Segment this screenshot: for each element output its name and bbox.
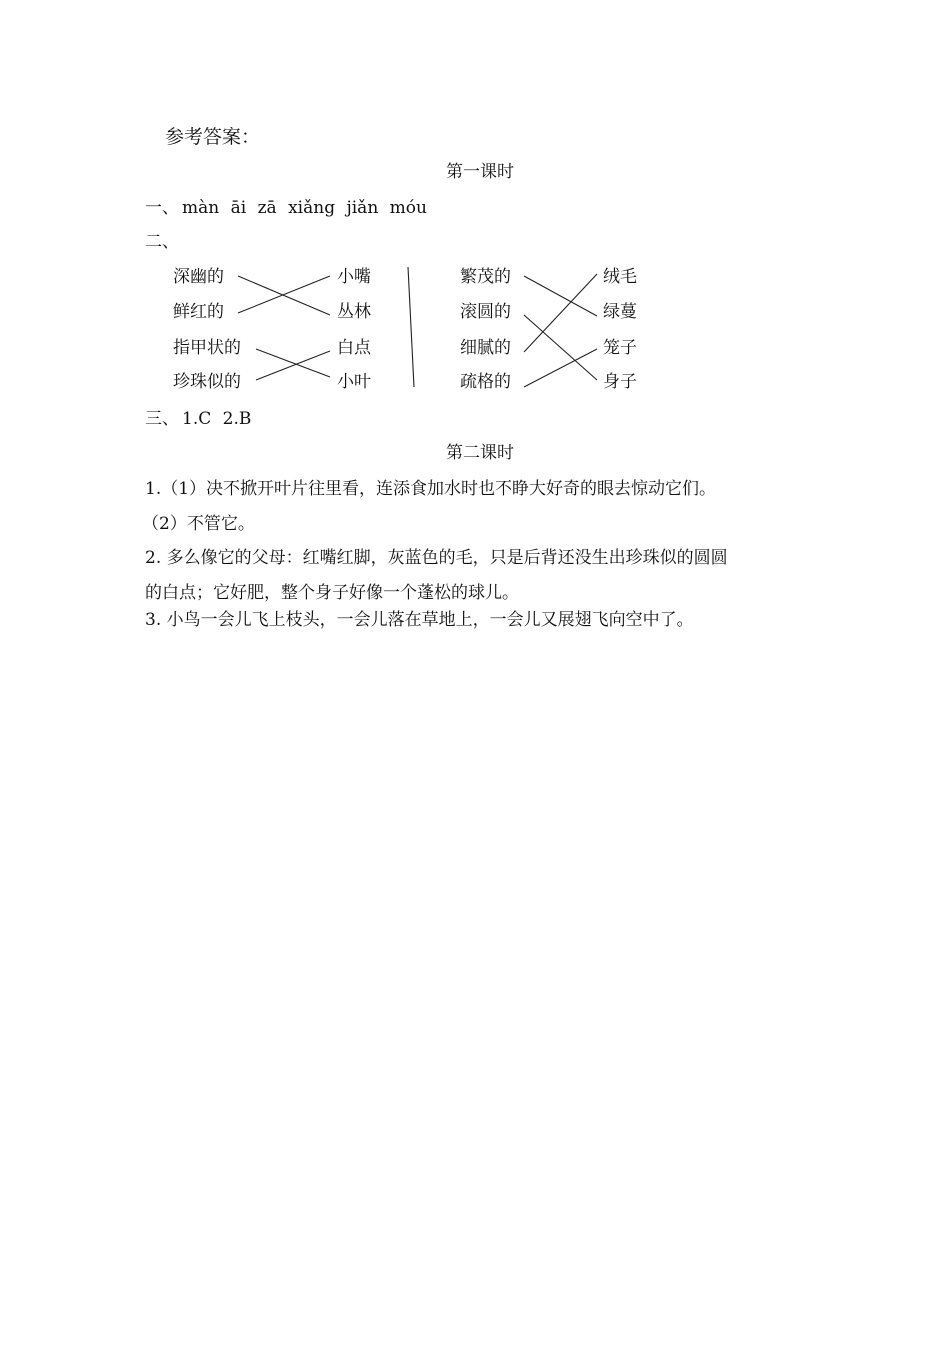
lesson2-answer-1-1: 1.（1）决不掀开叶片往里看，连添食加水时也不睁大好奇的眼去惊动它们。 (145, 479, 717, 499)
divider-line (408, 267, 414, 387)
right-word-1: 繁茂的 (460, 267, 511, 287)
right-word-3: 细腻的 (460, 338, 511, 358)
match-line-繁茂的-绿蔓 (524, 276, 597, 316)
match-line-指甲状的-小叶 (256, 349, 330, 377)
left-target-2: 丛林 (337, 302, 371, 322)
match-line-滚圆的-身子 (524, 315, 597, 380)
match-line-疏格的-笼子 (524, 349, 597, 387)
q1-answer: màn āi zā xiǎng jiǎn móu (182, 198, 427, 218)
right-target-2: 绿蔓 (603, 302, 637, 322)
left-target-4: 小叶 (337, 372, 371, 392)
page-title: 参考答案： (165, 126, 261, 148)
right-target-1: 绒毛 (603, 267, 637, 287)
right-target-3: 笼子 (603, 338, 637, 358)
match-line-珍珠似的-白点 (256, 351, 330, 380)
match-line-鲜红的-小嘴 (238, 276, 330, 313)
lesson1-heading: 第一课时 (446, 162, 514, 182)
left-target-3: 白点 (337, 338, 371, 358)
left-word-4: 珍珠似的 (173, 372, 241, 392)
lesson2-answer-1-2: （2）不管它。 (142, 514, 255, 534)
left-target-1: 小嘴 (337, 267, 371, 287)
q3-answer: 1.C 2.B (182, 409, 252, 429)
match-line-深幽的-丛林 (238, 276, 330, 315)
q2-label: 二、 (145, 232, 179, 252)
right-target-4: 身子 (603, 372, 637, 392)
lesson2-answer-2-line2: 的白点；它好肥，整个身子好像一个蓬松的球儿。 (145, 583, 519, 603)
lesson2-answer-2-line1: 2. 多么像它的父母：红嘴红脚，灰蓝色的毛，只是后背还没生出珍珠似的圆圆 (145, 548, 728, 568)
left-word-1: 深幽的 (173, 267, 224, 287)
left-word-2: 鲜红的 (173, 302, 224, 322)
match-line-细腻的-绒毛 (524, 274, 597, 352)
left-word-3: 指甲状的 (173, 338, 241, 358)
right-word-4: 疏格的 (460, 372, 511, 392)
q1-label: 一、 (145, 198, 179, 218)
q3-label: 三、 (145, 409, 179, 429)
lesson2-answer-3: 3. 小鸟一会儿飞上枝头，一会儿落在草地上，一会儿又展翅飞向空中了。 (145, 610, 694, 630)
lesson2-heading: 第二课时 (446, 443, 514, 463)
right-word-2: 滚圆的 (460, 302, 511, 322)
